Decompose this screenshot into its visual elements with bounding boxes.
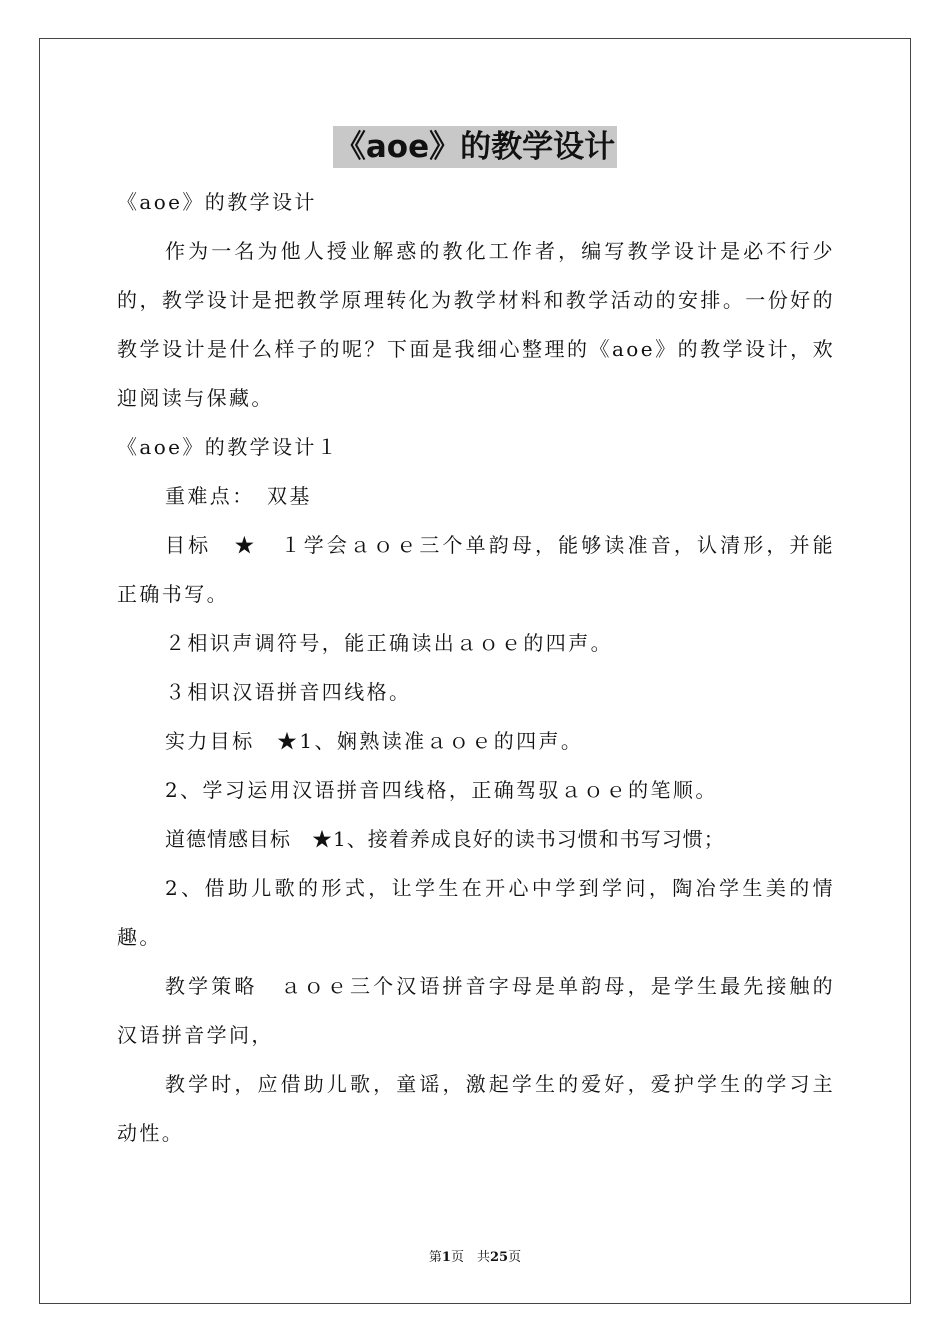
paragraph-section-heading: 《aoe》的教学设计１ [117,435,340,459]
paragraph-key-points: 重难点： 双基 [165,484,312,508]
paragraph-intro: 作为一名为他人授业解惑的教化工作者，编写教学设计是必不行少的，教学设计是把教学原理转化为教学材料和教学活动的安排。一份好的教学设计是什么样子的呢？下面是我细心整理的《aoe》的教学设计，欢迎阅读与保藏。 [117,239,835,410]
paragraph-moral-goal-2: 2、借助儿歌的形式，让学生在开心中学到学问，陶冶学生美的情趣。 [117,876,835,949]
document-body [117,178,835,1158]
footer-middle: 页 共 [450,1250,490,1265]
paragraph-teaching-note: 教学时，应借助儿歌，童谣，激起学生的爱好，爱护学生的学习主动性。 [117,1072,835,1145]
footer-current-page: 1 [441,1250,451,1265]
footer-suffix: 页 [508,1250,522,1265]
footer-total-pages: 25 [489,1250,509,1265]
paragraph-goal-1: 目标 ★ １学会ａｏｅ三个单韵母，能够读准音，认清形，并能正确书写。 [117,533,835,606]
paragraph-subtitle: 《aoe》的教学设计 [117,190,317,214]
footer-prefix: 第 [428,1250,442,1265]
page-footer [0,1246,950,1265]
paragraph-goal-3: ３相识汉语拼音四线格。 [165,680,412,704]
title-container [0,126,950,168]
paragraph-moral-goal-1: 道德情感目标 ★1、接着养成良好的读书习惯和书写习惯； [165,827,725,851]
document-title: 《aoe》的教学设计 [333,126,617,168]
paragraph-strategy: 教学策略 ａｏｅ三个汉语拼音字母是单韵母，是学生最先接触的汉语拼音学问， [117,974,835,1047]
paragraph-goal-2: ２相识声调符号，能正确读出ａｏｅ的四声。 [165,631,613,655]
paragraph-skill-goal-1: 实力目标 ★1、娴熟读准ａｏｅ的四声。 [165,729,584,753]
paragraph-skill-goal-2: 2、学习运用汉语拼音四线格，正确驾驭ａｏｅ的笔顺。 [165,778,718,802]
